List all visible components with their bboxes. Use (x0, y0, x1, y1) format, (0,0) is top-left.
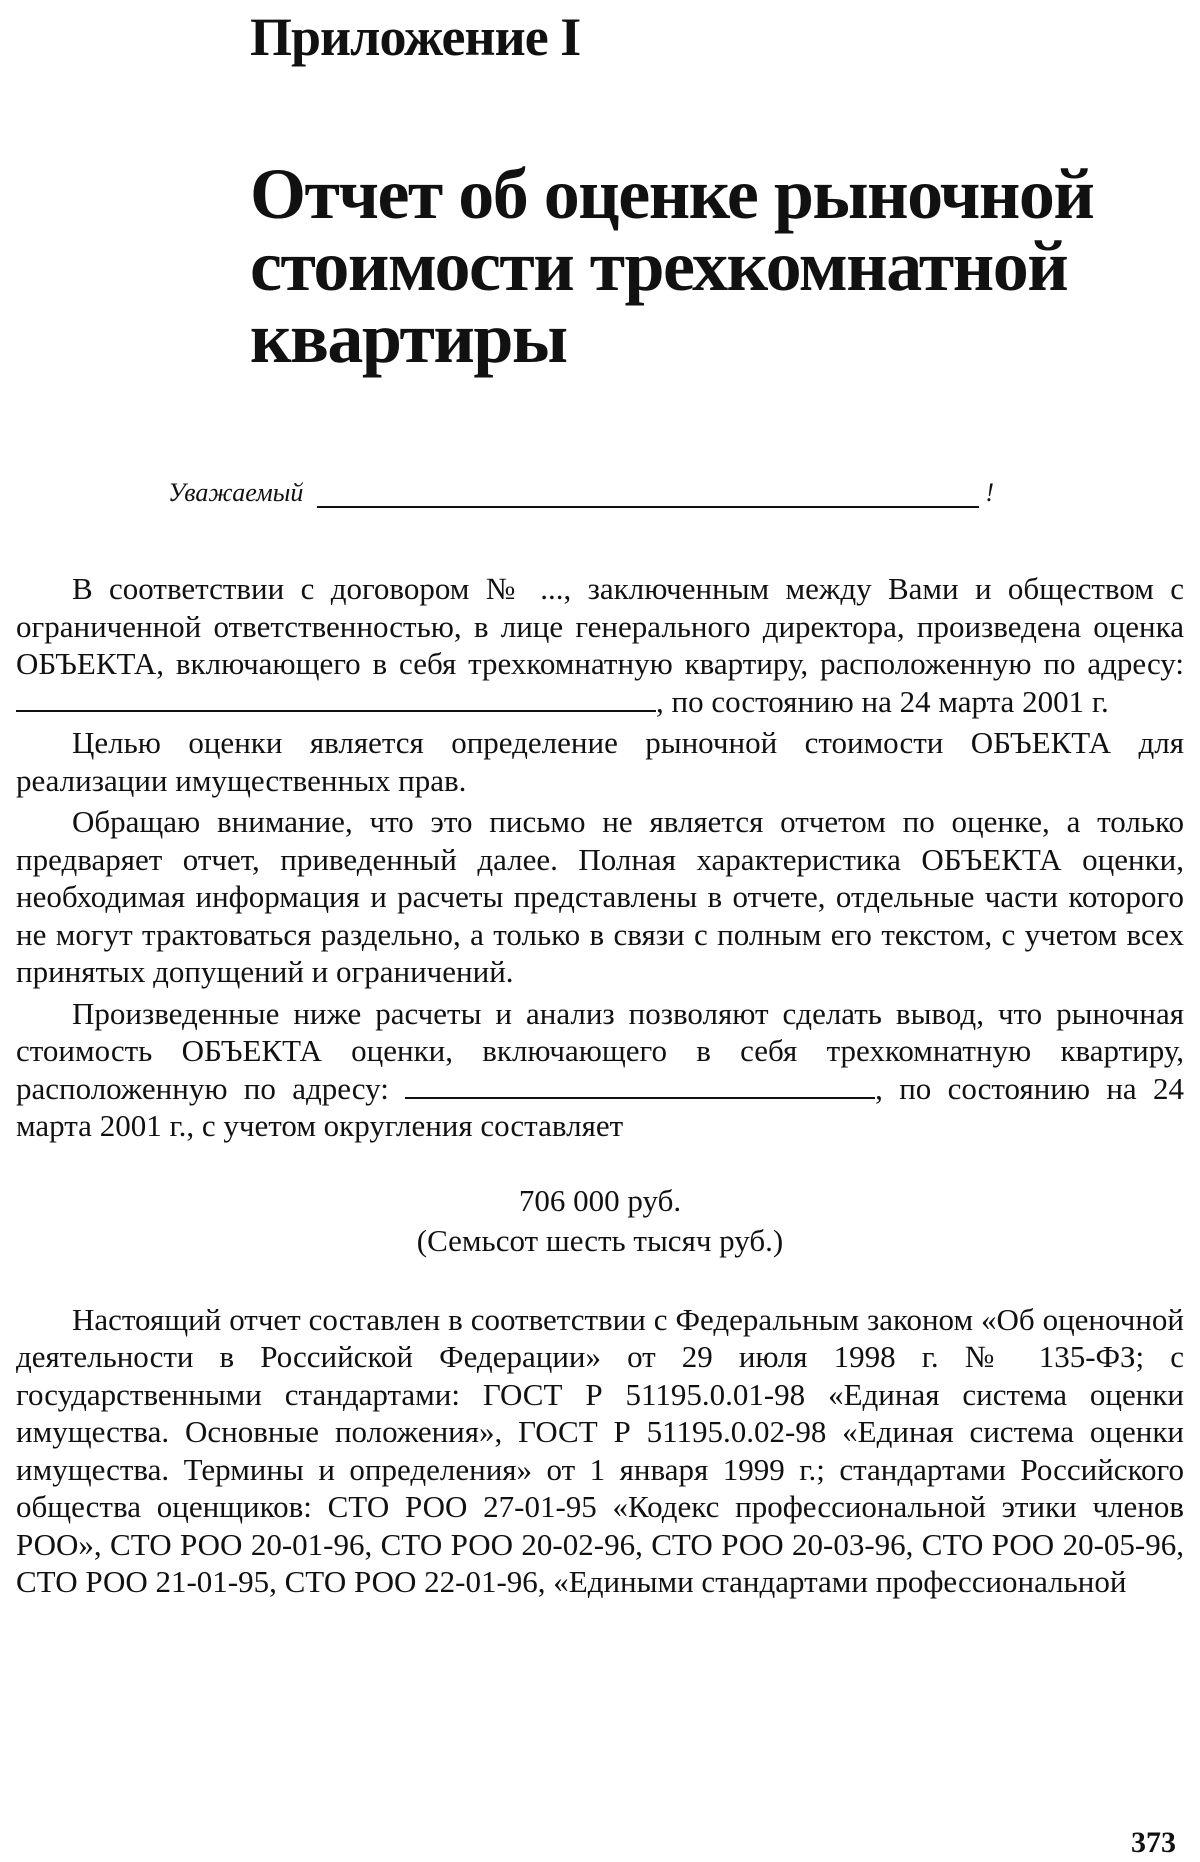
paragraph-purpose: Целью оценки является определение рыночной стоимости ОБЪЕКТА для реализации имущественных прав. (16, 725, 1184, 798)
paragraph-contract-text: В соответствии с договором № ..., заключенным между Вами и обществом с ограниченной ответственностью, в лице генерального директора, произведена оценка ОБЪЕКТА, включающего в себя трехкомнатную квартиру, расположенную по адресу: (16, 571, 1184, 681)
title-line-1: Отчет об оценке рыночной (250, 154, 1094, 234)
paragraph-contract (16, 570, 1184, 720)
price-amount: 706 000 руб. (518, 1182, 682, 1218)
address-blank-line-2 (405, 1075, 875, 1099)
report-title (250, 154, 1150, 378)
price-words: (Семьсот шесть тысяч руб.) (416, 1222, 784, 1258)
salutation-end: ! (985, 478, 994, 507)
recipient-blank-line (317, 480, 979, 508)
address-comma-2: , (875, 1070, 883, 1106)
salutation-text: Уважаемый (168, 478, 304, 507)
paragraph-conclusion (16, 995, 1184, 1145)
page-number: 373 (1131, 1826, 1176, 1859)
appendix-label: Приложение I (250, 7, 581, 67)
paragraph-conclusion-date: по состоянию на 24 марта 2001 г., с учетом округления составляет (16, 1070, 1184, 1143)
title-line-2: стоимости трехкомнатной (250, 226, 1068, 306)
paragraph-notice: Обращаю внимание, что это письмо не является отчетом по оценке, а только предваряет отчет, приведенный далее. Полная характеристика ОБЪЕКТА оценки, необходимая информация и расчеты представлены в отчете, отдельные части которого не могут трактоваться раздельно, а только в связи с полным его текстом, с учетом всех принятых допущений и ограничений. (16, 804, 1184, 989)
salutation (168, 478, 994, 508)
paragraph-standards: Настоящий отчет составлен в соответствии с Федеральным законом «Об оценочной деятельности в Российской Федерации» от 29 июля 1998 г. № 135-ФЗ; с государственными стандартами: ГОСТ Р 51195.0.01-98 «Единая система оценки имущества. Основные положения», ГОСТ Р 51195.0.02-98 «Единая система оценки имущества. Термины и определения» от 1 января 1999 г.; стандартами Российского общества оценщиков: СТО РОО 27-01-95 «Кодекс профессиональной этики членов РОО», СТО РОО 20-01-96, СТО РОО 20-02-96, СТО РОО 20-03-96, СТО РОО 20-05-96, СТО РОО 21-01-95, СТО РОО 22-01-96, «Едиными стандартами профессиональной (16, 1301, 1184, 1599)
address-comma: , (656, 683, 664, 719)
paragraph-contract-date: по состоянию на 24 марта 2001 г. (671, 683, 1109, 719)
letter-body (16, 570, 1184, 1605)
address-blank-line (16, 688, 656, 712)
title-line-3: квартиры (250, 298, 567, 378)
price-block (16, 1181, 1184, 1261)
paragraph-conclusion-text: Произведенные ниже расчеты и анализ позволяют сделать вывод, что рыночная стоимость ОБЪЕКТА оценки, включающего в себя трехкомнатную квартиру, расположенную по адресу: (16, 995, 1184, 1106)
